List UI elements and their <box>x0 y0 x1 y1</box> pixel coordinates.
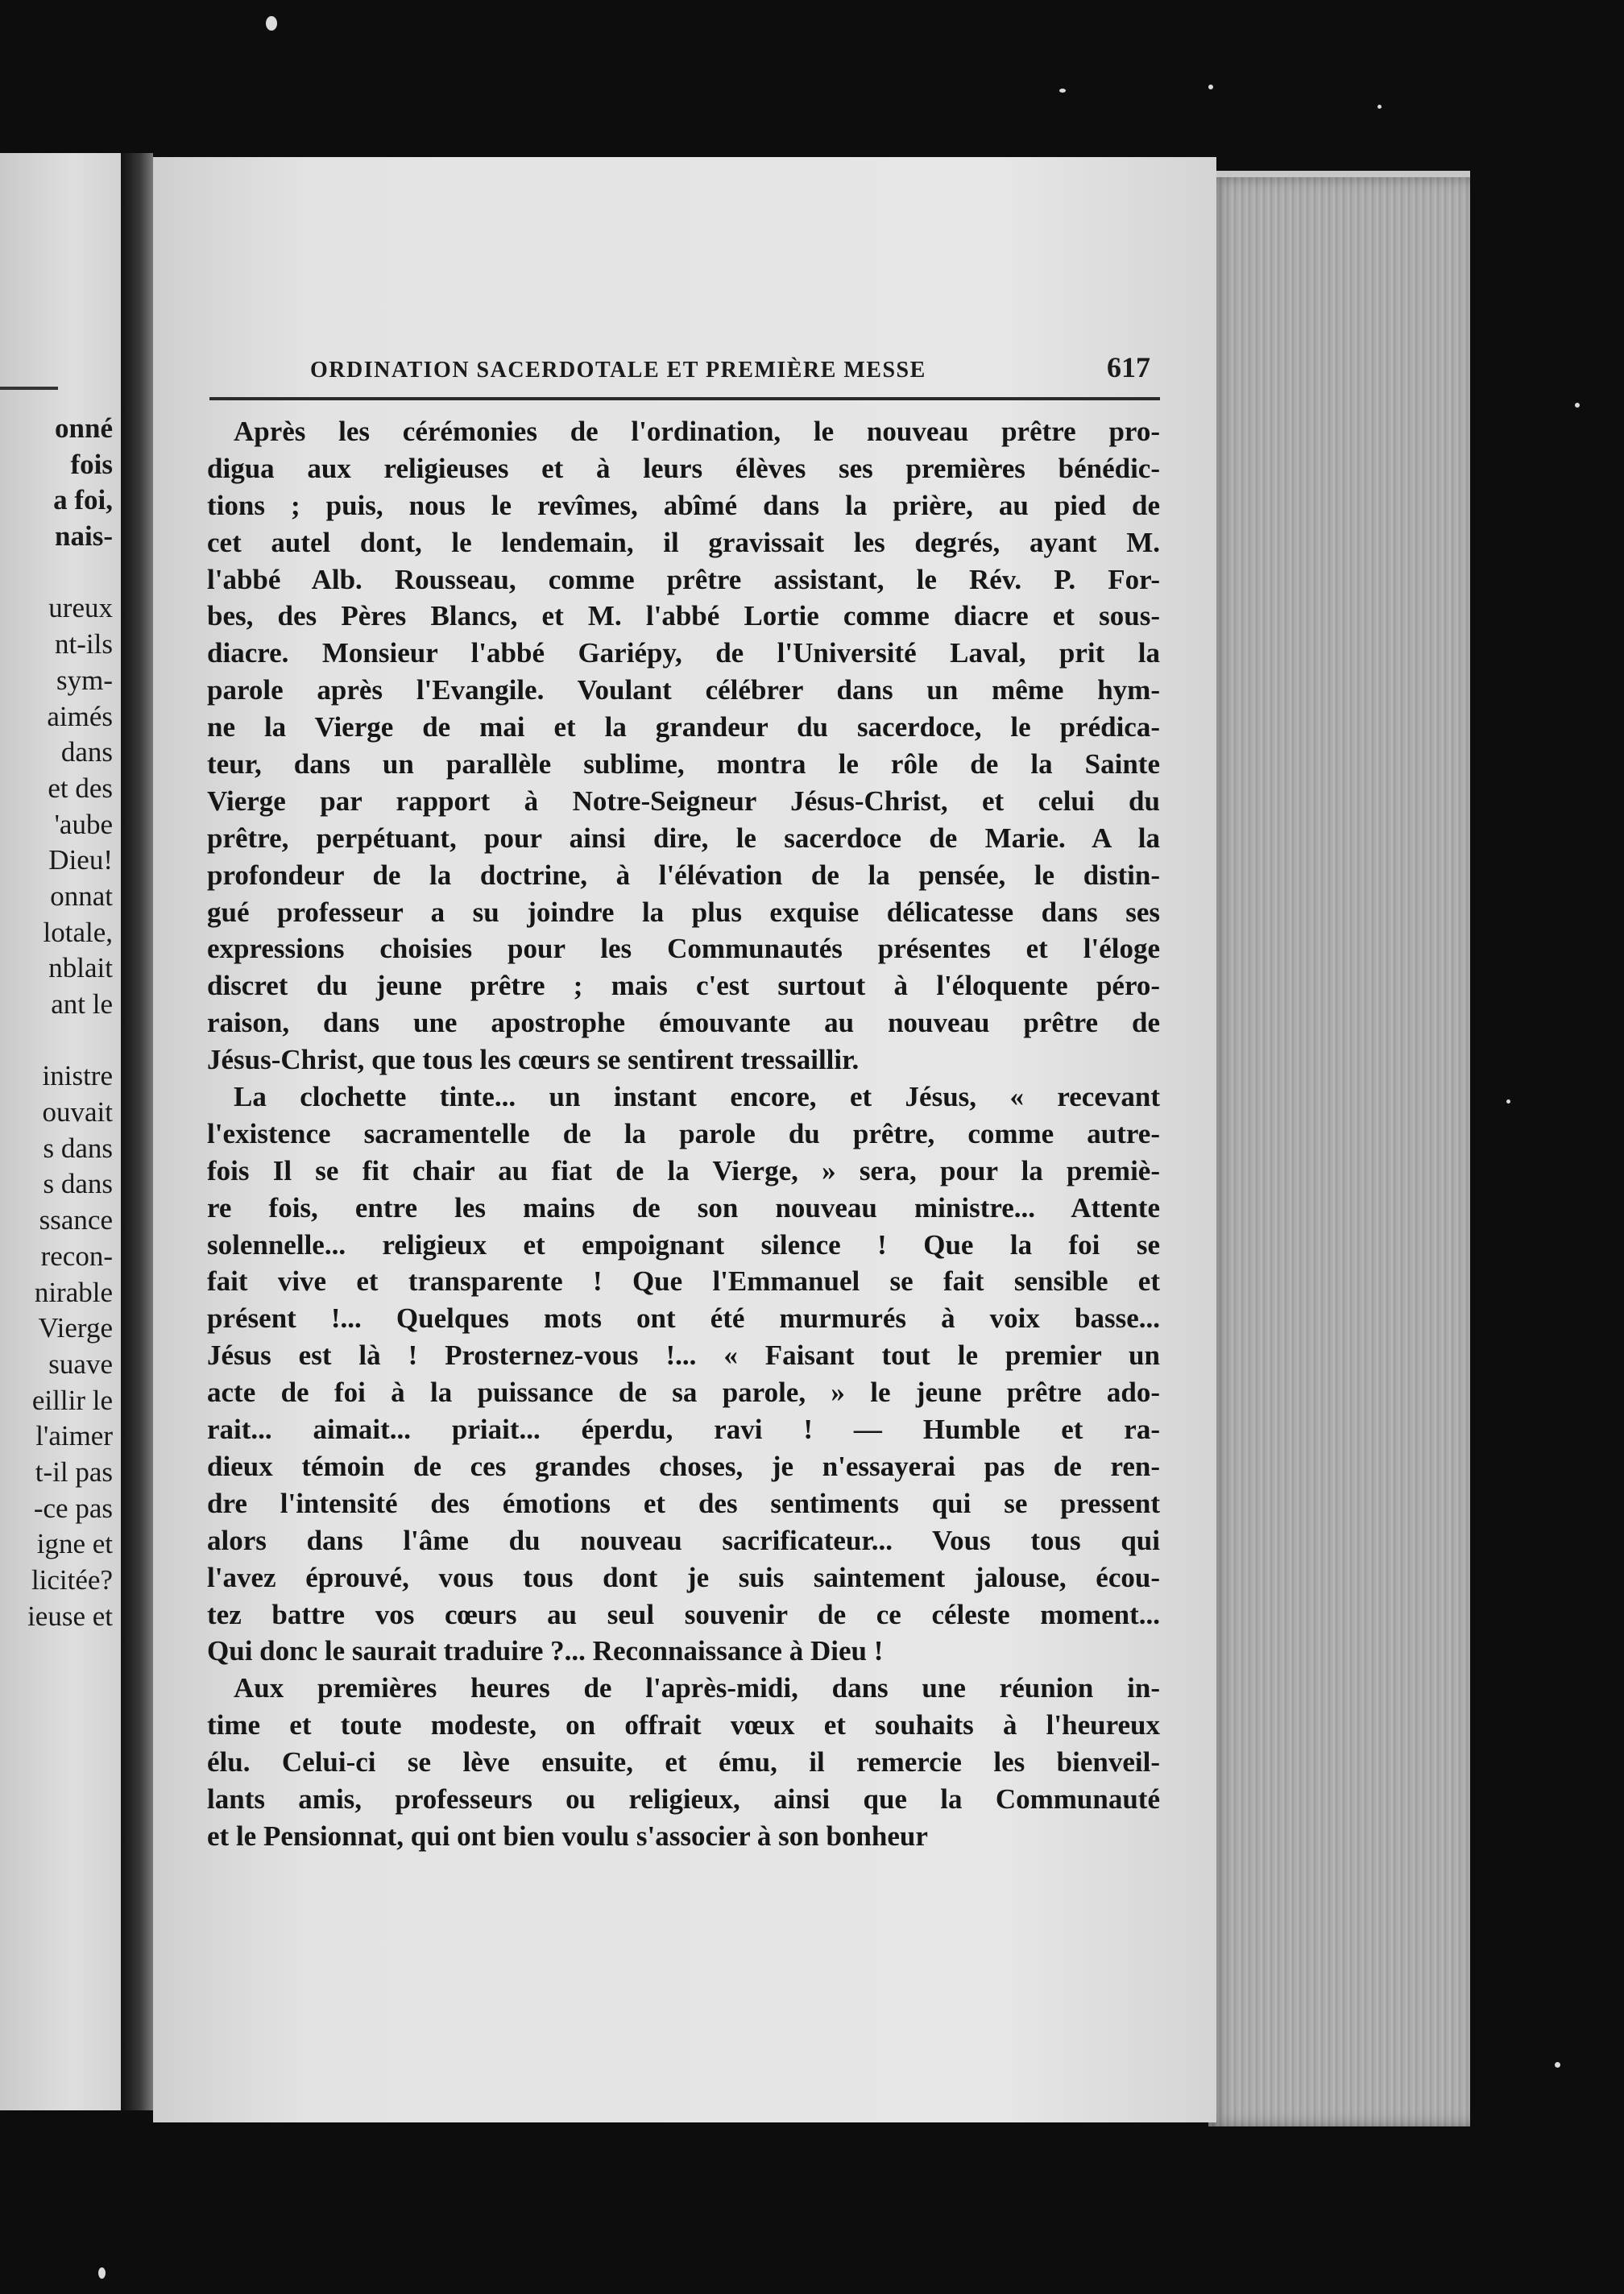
text-line: diacre. Monsieur l'abbé Gariépy, de l'Université Laval, prit la <box>207 637 1160 669</box>
text-line: re fois, entre les mains de son nouveau ministre... Attente <box>207 1191 1160 1224</box>
text-line: gué professeur a su joindre la plus exquise délicatesse dans ses <box>207 896 1160 928</box>
dust-speck <box>1506 1099 1510 1104</box>
text-line: La clochette tinte... un instant encore, et Jésus, « recevant <box>234 1081 1160 1113</box>
left-text-line: inistre <box>42 1060 113 1092</box>
text-line: time et toute modeste, on offrait vœux et souhaits à l'heureux <box>207 1709 1160 1741</box>
left-text-line: onnat <box>50 880 113 912</box>
text-line: dre l'intensité des émotions et des sentiments qui se pressent <box>207 1487 1160 1519</box>
text-line: et le Pensionnat, qui ont bien voulu s'associer à son bonheur <box>207 1820 928 1852</box>
text-line: discret du jeune prêtre ; mais c'est surtout à l'éloquente péro- <box>207 970 1160 1002</box>
left-text-line: recon- <box>40 1240 113 1272</box>
left-text-line: lotale, <box>43 916 113 948</box>
left-text-line: nais- <box>55 520 113 553</box>
text-line: ne la Vierge de mai et la grandeur du sacerdoce, le prédica- <box>207 711 1160 743</box>
left-text-line: onné <box>55 412 113 444</box>
page-block-edge <box>1208 177 1470 2126</box>
text-line: acte de foi à la puissance de sa parole, » le jeune prêtre ado- <box>207 1377 1160 1409</box>
left-text-line: t-il pas <box>35 1455 113 1488</box>
left-text-line: nt-ils <box>55 628 113 660</box>
book-gutter <box>121 153 153 2110</box>
text-line: digua aux religieuses et à leurs élèves ses premières bénédic- <box>207 452 1160 484</box>
left-text-line: ieuse et <box>27 1600 113 1632</box>
left-text-line: Vierge <box>38 1312 113 1344</box>
left-page-fragment <box>0 153 121 2110</box>
text-line: fait vive et transparente ! Que l'Emmanuel se fait sensible et <box>207 1265 1160 1298</box>
left-text-line <box>27 1023 113 1059</box>
left-text-line: aimés <box>47 700 113 732</box>
right-page <box>153 157 1216 2122</box>
text-line: Après les cérémonies de l'ordination, le nouveau prêtre pro- <box>234 416 1160 447</box>
dust-speck <box>1059 89 1066 93</box>
left-text-line: a foi, <box>53 484 113 516</box>
page-number: 617 <box>1107 351 1150 383</box>
text-line: tez battre vos cœurs au seul souvenir de ce céleste moment... <box>207 1598 1160 1630</box>
left-text-line: ant le <box>51 988 113 1020</box>
page-body <box>207 413 1160 1855</box>
text-line: teur, dans un parallèle sublime, montra le rôle de la Sainte <box>207 748 1160 781</box>
text-line: élu. Celui-ci se lève ensuite, et ému, il remercie les bienveil- <box>207 1746 1160 1778</box>
dust-speck <box>1555 2062 1560 2068</box>
left-text-line <box>27 555 113 591</box>
left-text-line: Dieu! <box>48 844 113 876</box>
left-text-line: dans <box>60 736 113 768</box>
text-line: Vierge par rapport à Notre-Seigneur Jésus-Christ, et celui du <box>207 785 1160 817</box>
left-text-line: eillir le <box>31 1384 113 1416</box>
left-text-line: et des <box>48 772 113 804</box>
left-header-rule <box>0 387 58 390</box>
running-head: ORDINATION SACERDOTALE ET PREMIÈRE MESSE <box>310 358 926 383</box>
left-text-line: nblait <box>48 952 113 984</box>
left-page-text <box>27 411 113 1634</box>
dust-speck <box>1208 85 1213 89</box>
left-text-line: 'aube <box>54 808 113 840</box>
text-line: solennelle... religieux et empoignant silence ! Que la foi se <box>207 1228 1160 1261</box>
left-text-line: s dans <box>43 1132 113 1164</box>
text-line: Jésus-Christ, que tous les cœurs se sentirent tressaillir. <box>207 1044 860 1076</box>
left-text-line: nirable <box>34 1276 113 1308</box>
text-line: tions ; puis, nous le revîmes, abîmé dans la prière, au pied de <box>207 489 1160 521</box>
text-line: parole après l'Evangile. Voulant célébrer dans un même hym- <box>207 674 1160 706</box>
left-text-line: -ce pas <box>33 1492 113 1524</box>
left-text-line: ssance <box>39 1204 113 1236</box>
text-line: expressions choisies pour les Communautés présentes et l'éloge <box>207 933 1160 965</box>
text-line: rait... aimait... priait... éperdu, ravi ! — Humble et ra- <box>207 1414 1160 1446</box>
text-line: fois Il se fit chair au fiat de la Vierge, » sera, pour la premiè- <box>207 1154 1160 1186</box>
text-line: profondeur de la doctrine, à l'élévation de la pensée, le distin- <box>207 859 1160 891</box>
left-text-line: s dans <box>43 1168 113 1200</box>
text-line: l'avez éprouvé, vous tous dont je suis saintement jalouse, écou- <box>207 1561 1160 1593</box>
text-line: raison, dans une apostrophe émouvante au nouveau prêtre de <box>207 1007 1160 1039</box>
left-text-line: ouvait <box>42 1096 113 1128</box>
left-text-line: licitée? <box>31 1564 113 1596</box>
text-line: prêtre, perpétuant, pour ainsi dire, le sacerdoce de Marie. A la <box>207 822 1160 854</box>
text-line: Qui donc le saurait traduire ?... Reconnaissance à Dieu ! <box>207 1635 884 1667</box>
text-line: lants amis, professeurs ou religieux, ainsi que la Communauté <box>207 1783 1160 1815</box>
text-line: dieux témoin de ces grandes choses, je n'essayerai pas de ren- <box>207 1450 1160 1482</box>
text-line: présent !... Quelques mots ont été murmurés à voix basse... <box>207 1302 1160 1335</box>
text-line: Jésus est là ! Prosternez-vous !... « Faisant tout le premier un <box>207 1340 1160 1372</box>
left-text-line: ureux <box>48 592 113 624</box>
left-text-line: sym- <box>56 664 113 696</box>
left-text-line: igne et <box>36 1528 113 1560</box>
text-line: bes, des Pères Blancs, et M. l'abbé Lortie comme diacre et sous- <box>207 600 1160 632</box>
text-line: Aux premières heures de l'après-midi, dans une réunion in- <box>234 1672 1160 1704</box>
left-text-line: fois <box>70 448 113 480</box>
dust-speck <box>98 2267 106 2279</box>
left-text-line: l'aimer <box>35 1420 113 1452</box>
page-header <box>274 350 1155 384</box>
left-text-line: suave <box>48 1348 113 1380</box>
dust-speck <box>266 16 277 31</box>
header-rule <box>209 397 1160 400</box>
dust-speck <box>1378 105 1382 109</box>
text-line: l'abbé Alb. Rousseau, comme prêtre assistant, le Rév. P. For- <box>207 563 1160 595</box>
text-line: l'existence sacramentelle de la parole du prêtre, comme autre- <box>207 1117 1160 1149</box>
text-line: alors dans l'âme du nouveau sacrificateur... Vous tous qui <box>207 1524 1160 1556</box>
dust-speck <box>1575 403 1580 408</box>
text-line: cet autel dont, le lendemain, il gravissait les degrés, ayant M. <box>207 526 1160 558</box>
